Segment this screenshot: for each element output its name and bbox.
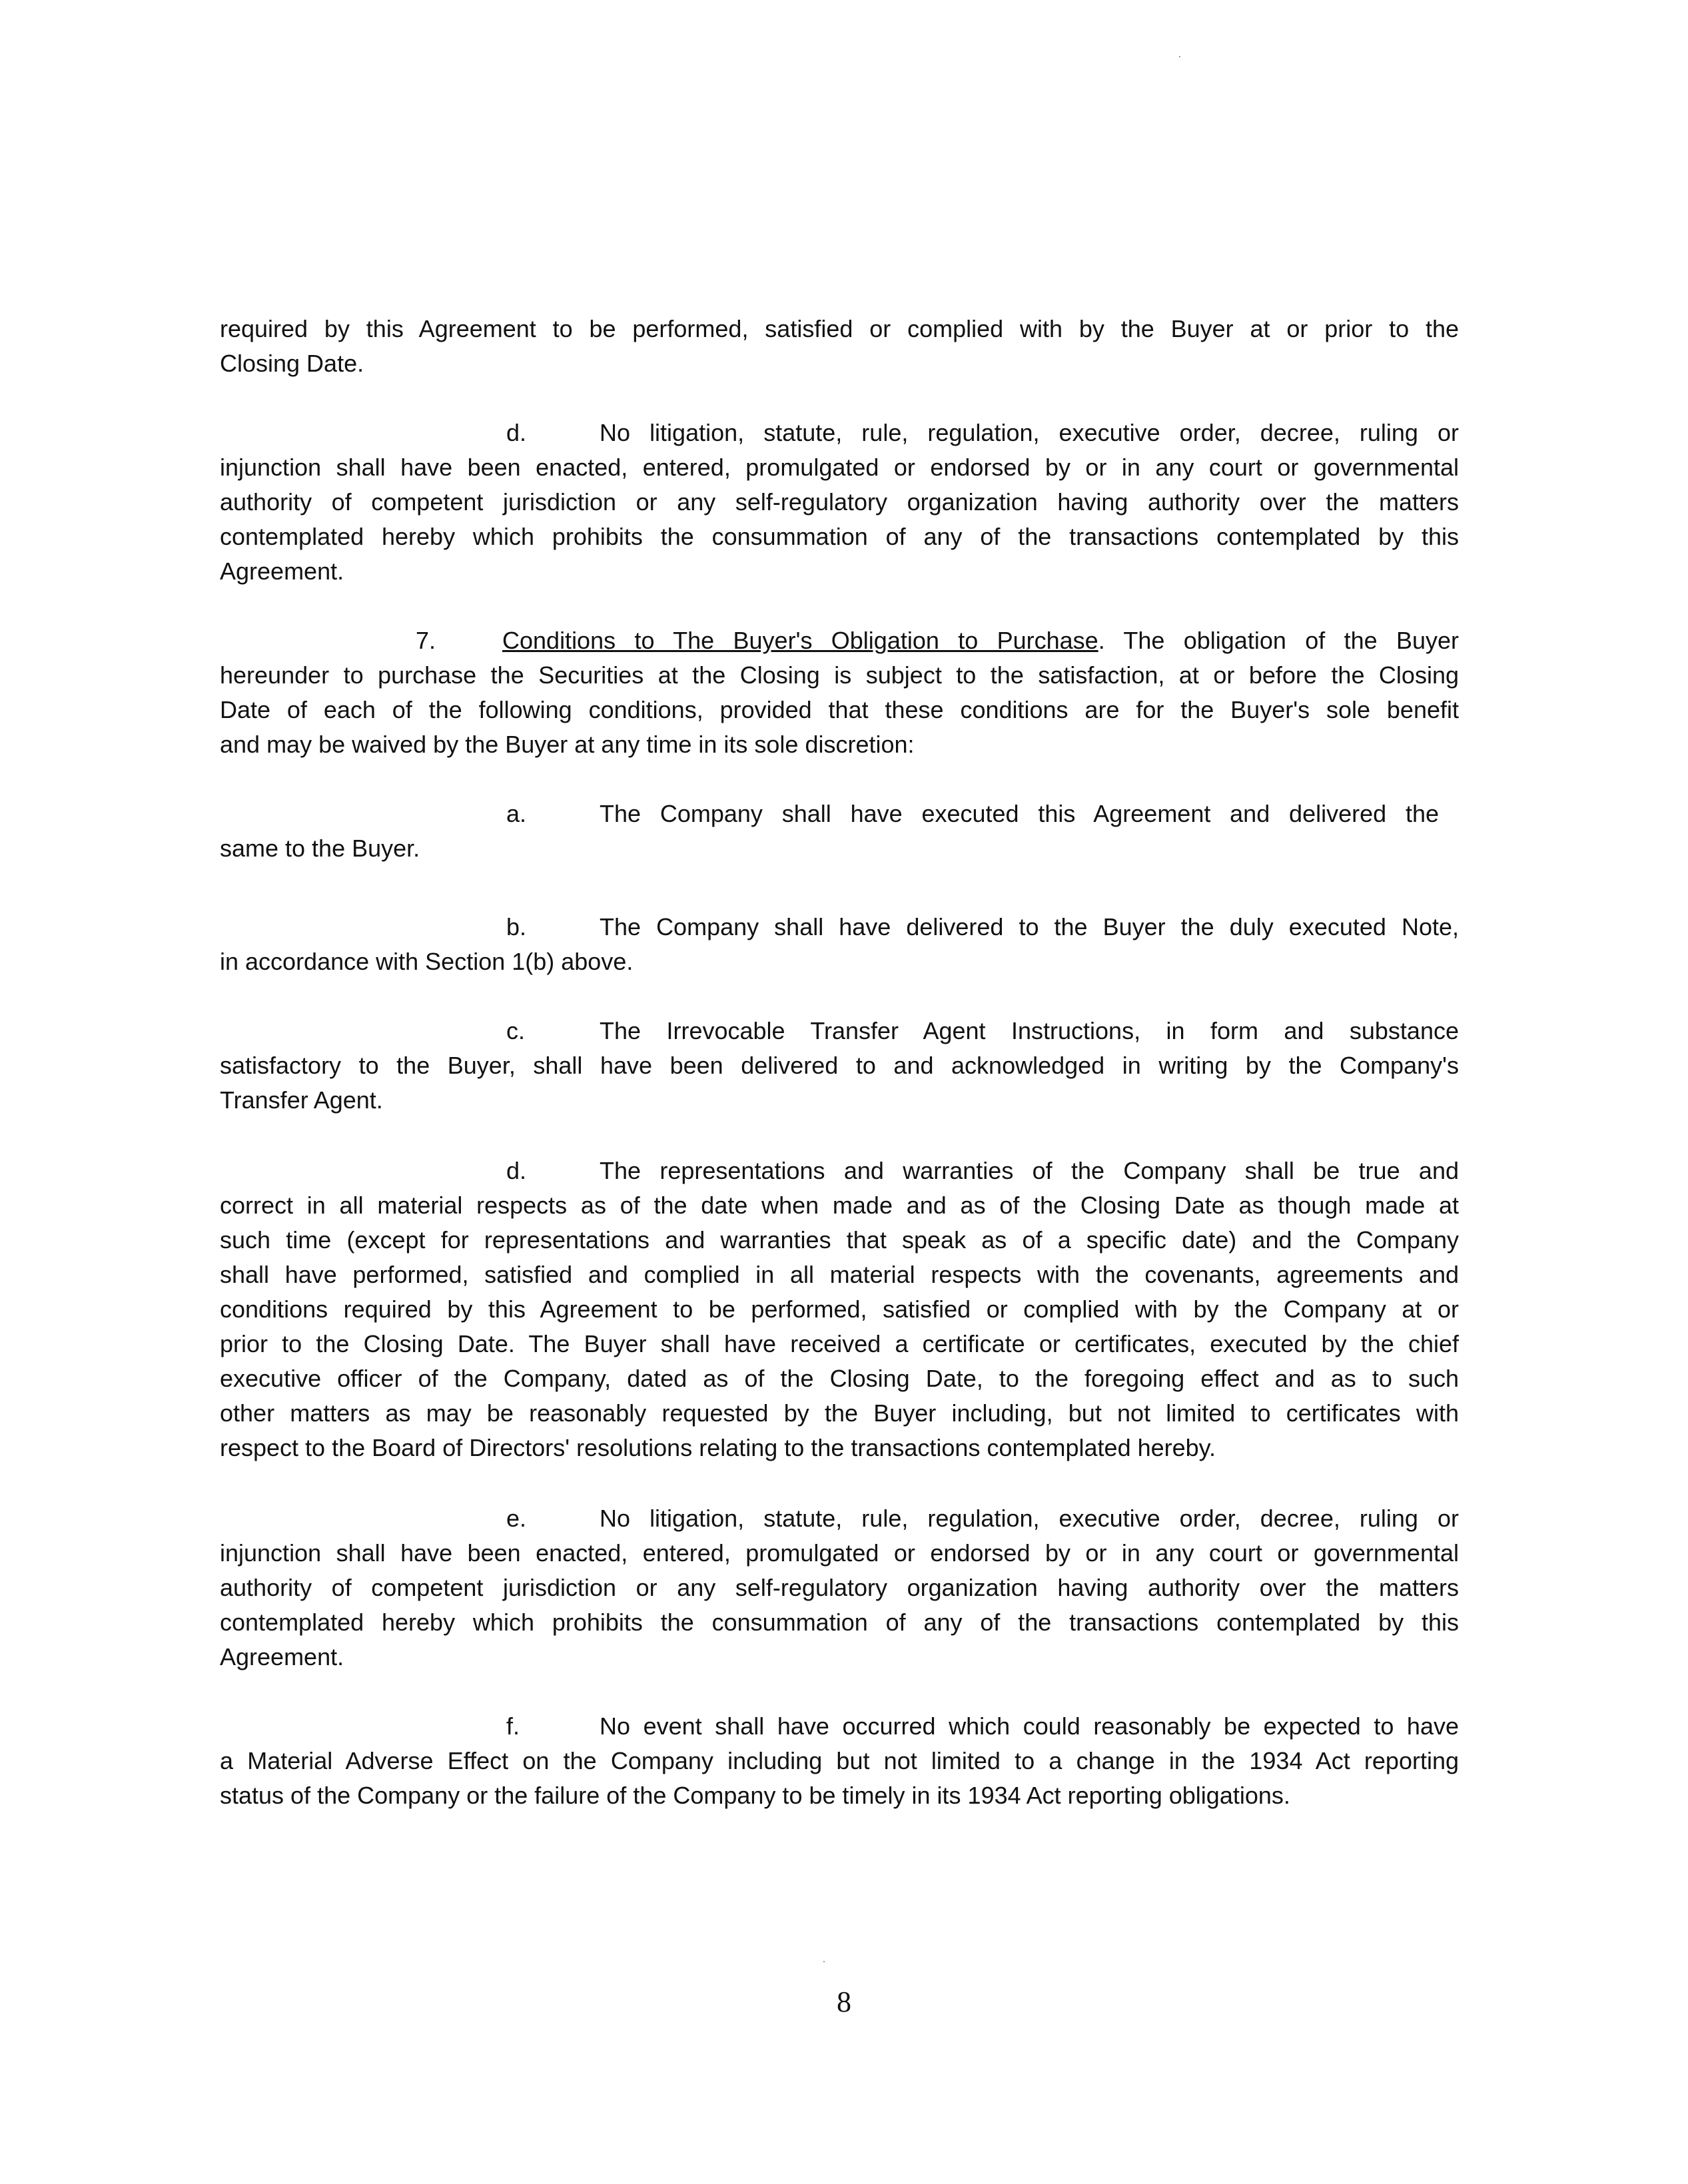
clause-label: b. (506, 913, 527, 940)
text-line: authority of competent jurisdiction or any self-regulatory organization having authority over the matters (220, 488, 1459, 516)
text-span: The Company shall have delivered to the Buyer the duly executed Note, (600, 913, 1459, 940)
clause-7f (220, 1709, 1459, 1813)
clause-7e (220, 1501, 1459, 1674)
section-7 (220, 623, 1459, 762)
clause-label: c. (506, 1017, 526, 1044)
section-heading: Conditions to The Buyer's Obligation to Purchase (502, 627, 1098, 654)
text-line: other matters as may be reasonably requested by the Buyer including, but not limited to certificates with (220, 1399, 1459, 1427)
clause-label: d. (506, 1157, 527, 1184)
text-line: same to the Buyer. (220, 835, 420, 862)
text-line: hereunder to purchase the Securities at the Closing is subject to the satisfaction, at or before the Closing (220, 661, 1459, 689)
text-line (220, 623, 1459, 658)
text-line: executive officer of the Company, dated as of the Closing Date, to the foregoing effect and as to such (220, 1365, 1459, 1392)
text-line: Agreement. (220, 557, 344, 585)
text-line (220, 1154, 1459, 1188)
text-line: in accordance with Section 1(b) above. (220, 948, 633, 975)
text-line: required by this Agreement to be performed, satisfied or complied with by the Buyer at or prior to the (220, 315, 1459, 342)
text-line: respect to the Board of Directors' resolutions relating to the transactions contemplated hereby. (220, 1434, 1216, 1461)
section-number: 7. (416, 627, 436, 654)
clause-7d (220, 1154, 1459, 1465)
text-span: . The obligation of the Buyer (1098, 627, 1460, 654)
text-line: correct in all material respects as of the date when made and as of the Closing Date as though made at (220, 1192, 1459, 1219)
text-line (220, 910, 1459, 944)
text-span: The representations and warranties of the Company shall be true and (600, 1157, 1459, 1184)
text-line (220, 416, 1459, 450)
text-line: status of the Company or the failure of the Company to be timely in its 1934 Act reporting obligations. (220, 1782, 1290, 1809)
clause-6d (220, 416, 1459, 589)
text-line: Agreement. (220, 1643, 344, 1670)
text-line: shall have performed, satisfied and complied in all material respects with the covenants, agreements and (220, 1261, 1459, 1288)
text-line: such time (except for representations and warranties that speak as of a specific date) and the Company (220, 1226, 1459, 1254)
text-line: satisfactory to the Buyer, shall have been delivered to and acknowledged in writing by the Company's (220, 1052, 1459, 1079)
scan-speck (1179, 56, 1180, 57)
text-line: injunction shall have been enacted, entered, promulgated or endorsed by or in any court or governmental (220, 1539, 1459, 1567)
text-line: Date of each of the following conditions, provided that these conditions are for the Buyer's sole benefit (220, 696, 1459, 723)
text-line: injunction shall have been enacted, entered, promulgated or endorsed by or in any court or governmental (220, 454, 1459, 481)
text-line: conditions required by this Agreement to be performed, satisfied or complied with by the Company at or (220, 1295, 1459, 1323)
text-line: Closing Date. (220, 350, 364, 377)
page-number: 8 (837, 1986, 851, 2018)
text-line (220, 797, 1439, 831)
text-line (220, 1501, 1459, 1536)
text-line (220, 1709, 1459, 1744)
clause-label: f. (506, 1712, 520, 1740)
text-span: The Company shall have executed this Agreement and delivered the (600, 800, 1439, 827)
clause-7c (220, 1014, 1459, 1118)
paragraph-continuation (220, 312, 1459, 381)
text-line: contemplated hereby which prohibits the consummation of any of the transactions contemplated by this (220, 1609, 1459, 1636)
text-line: authority of competent jurisdiction or any self-regulatory organization having authority over the matters (220, 1574, 1459, 1601)
clause-7a (220, 797, 1459, 866)
text-line: and may be waived by the Buyer at any time in its sole discretion: (220, 731, 915, 758)
text-span: No litigation, statute, rule, regulation, executive order, decree, ruling or (600, 1505, 1459, 1532)
text-span: No litigation, statute, rule, regulation, executive order, decree, ruling or (600, 419, 1459, 446)
clause-label: e. (506, 1505, 527, 1532)
text-span: The Irrevocable Transfer Agent Instructions, in form and substance (600, 1017, 1459, 1044)
text-line: Transfer Agent. (220, 1086, 383, 1114)
text-line (220, 1014, 1459, 1048)
text-line: prior to the Closing Date. The Buyer shall have received a certificate or certificates, executed by the chief (220, 1330, 1459, 1357)
text-line: contemplated hereby which prohibits the consummation of any of the transactions contemplated by this (220, 523, 1459, 550)
clause-label: d. (506, 419, 527, 446)
clause-7b (220, 910, 1459, 979)
text-line: a Material Adverse Effect on the Company including but not limited to a change in the 1934 Act reporting (220, 1747, 1459, 1774)
clause-label: a. (506, 800, 527, 827)
text-span: No event shall have occurred which could reasonably be expected to have (600, 1712, 1459, 1740)
scan-speck (823, 1961, 825, 1962)
